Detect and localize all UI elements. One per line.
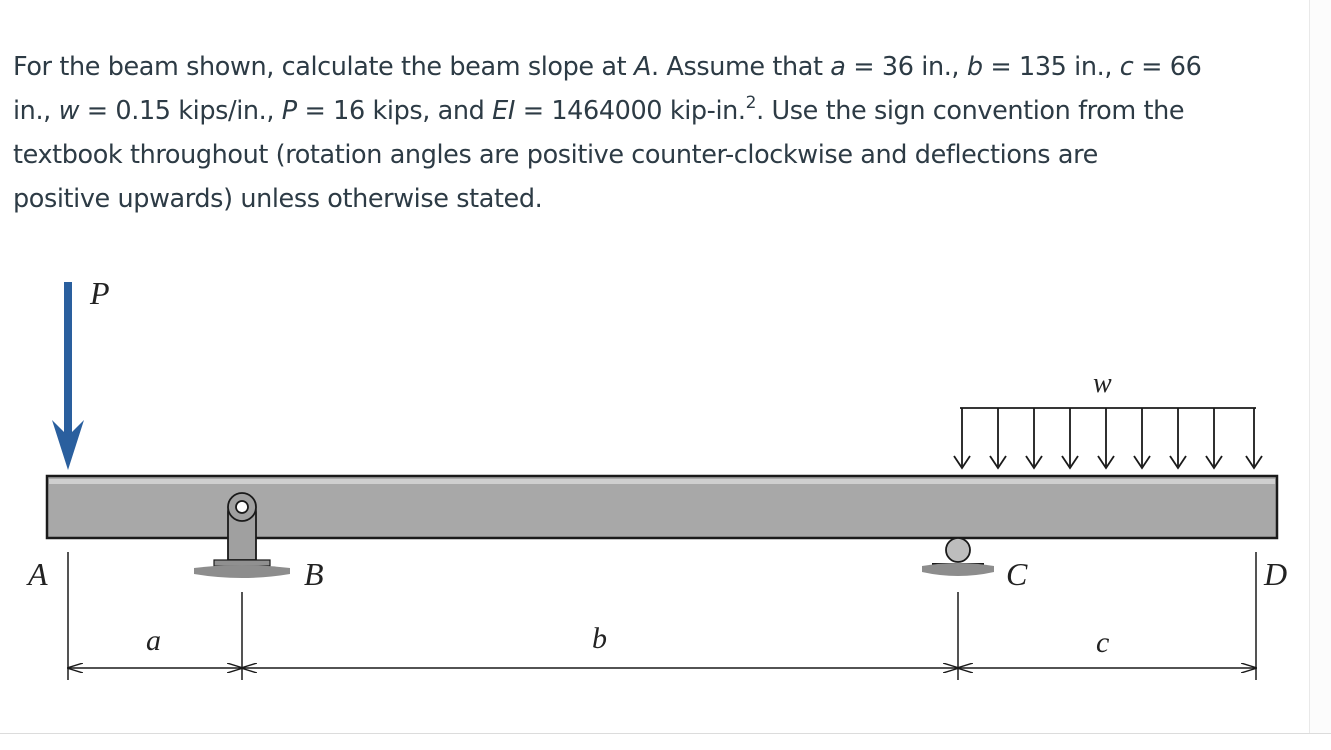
label-A: A [28,556,48,592]
text-run: in., [13,96,59,126]
var-EI: EI [492,96,515,126]
var-A: A [633,52,651,82]
distributed-load-w [954,408,1262,468]
label-dim-c: c [1096,626,1110,659]
label-B: B [304,556,324,592]
text-run: . Use the sign convention from the [756,96,1185,126]
value-EI: = 1464000 kip-in. [514,96,746,126]
value-a: = 36 in., [845,52,967,82]
label-w: w [1093,368,1112,399]
label-dim-b: b [592,622,607,655]
text-run: . Assume that [650,52,831,82]
label-dim-a: a [146,624,161,657]
point-load-P [52,282,84,470]
value-c: = 66 [1133,52,1202,82]
label-C: C [1006,556,1028,592]
value-P: = 16 kips, and [296,96,493,126]
text-run: For the beam shown, calculate the beam slope at [13,52,634,82]
beam-highlight [49,479,1275,484]
exponent: 2 [745,93,757,113]
problem-line-3: textbook throughout (rotation angles are positive counter-clockwise and deflections are [13,140,1098,170]
load-arrows [954,408,1262,468]
var-a: a [830,52,846,82]
var-b: b [966,52,983,82]
var-P: P [281,96,297,126]
label-D: D [1264,556,1288,592]
label-P: P [90,275,110,311]
var-c: c [1119,52,1134,82]
roller-support-C [922,538,994,576]
value-w: = 0.15 kips/in., [79,96,282,126]
problem-line-4: positive upwards) unless otherwise stated. [13,184,543,214]
right-panel-edge [1309,0,1331,733]
value-b: = 135 in., [982,52,1120,82]
var-w: w [58,96,80,126]
bottom-divider [0,733,1331,734]
